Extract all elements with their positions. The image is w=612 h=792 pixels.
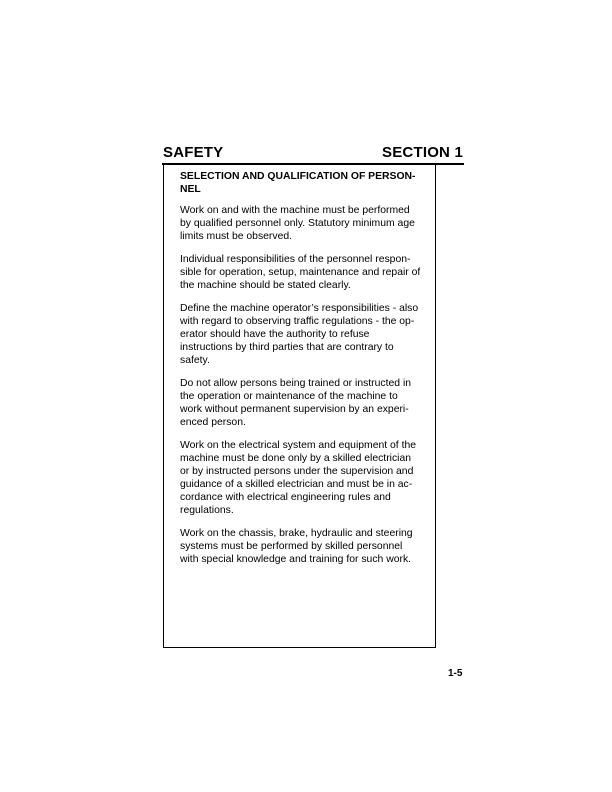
text-line: work without permanent supervision by an experi- (180, 404, 409, 415)
heading-line: NEL (180, 184, 201, 195)
text-line: the operation or maintenance of the machine to (180, 391, 398, 402)
page-number: 1-5 (448, 668, 463, 679)
text-line: the machine should be stated clearly. (180, 280, 351, 291)
text-line: machine must be done only by a skilled electrician (180, 453, 412, 464)
paragraph-trainees (180, 377, 434, 429)
text-line: or by instructed persons under the supervision and (180, 466, 414, 477)
section-heading (180, 170, 434, 196)
content-body (180, 170, 434, 576)
text-line: Work on and with the machine must be performed (180, 205, 410, 216)
header-title: SAFETY (163, 144, 224, 161)
text-line: safety. (180, 355, 210, 366)
text-line: Define the machine operator’s responsibilities - also (180, 303, 419, 314)
paragraph-electrical (180, 439, 434, 517)
paragraph-responsibilities (180, 253, 434, 292)
text-line: with regard to observing traffic regulations - the op- (180, 316, 415, 327)
text-line: guidance of a skilled electrician and must be in ac- (180, 479, 413, 490)
text-line: enced person. (180, 417, 246, 428)
text-line: systems must be performed by skilled personnel (180, 541, 403, 552)
text-line: Work on the electrical system and equipment of the (180, 440, 417, 451)
text-line: cordance with electrical engineering rules and (180, 492, 391, 503)
paragraph-operator-responsibilities (180, 302, 434, 367)
text-line: Do not allow persons being trained or instructed in (180, 378, 412, 389)
text-line: with special knowledge and training for such work. (180, 554, 412, 565)
page-header (163, 144, 463, 164)
text-line: by qualified personnel only. Statutory minimum age (180, 218, 415, 229)
text-line: instructions by third parties that are contrary to (180, 342, 394, 353)
heading-line: SELECTION AND QUALIFICATION OF PERSON- (180, 171, 416, 182)
section-label: SECTION 1 (382, 144, 463, 161)
paragraph-qualified-personnel (180, 204, 434, 243)
text-line: erator should have the authority to refuse (180, 329, 370, 340)
text-line: regulations. (180, 505, 234, 516)
paragraph-chassis (180, 527, 434, 566)
text-line: Work on the chassis, brake, hydraulic and steering (180, 528, 413, 539)
text-line: Individual responsibilities of the personnel respon- (180, 254, 411, 265)
text-line: limits must be observed. (180, 231, 293, 242)
text-line: sible for operation, setup, maintenance and repair of (180, 267, 421, 278)
